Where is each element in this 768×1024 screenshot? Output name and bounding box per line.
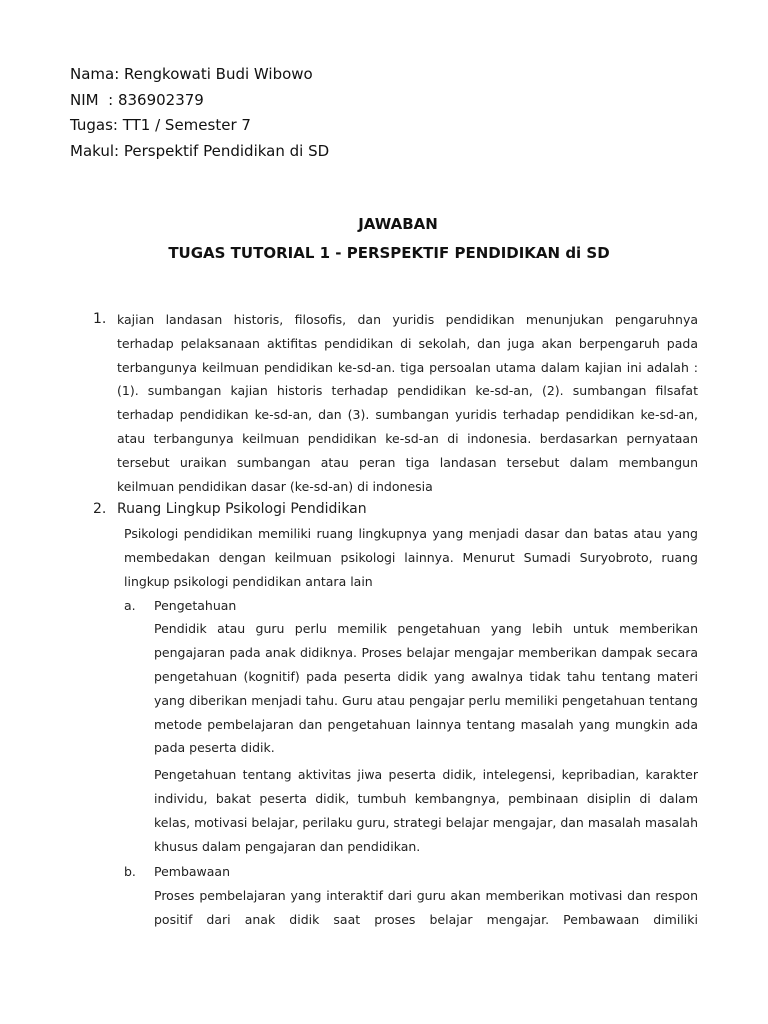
item-text: kajian landasan historis, filosofis, dan yuridis pendidikan menunjukan pengaruhnya terhadap pelaksanaan aktifitas pendidikan di sekolah, dan juga akan berpengaruh pada terbangunya keilmuan pendidikan ke-sd-an. tiga persoalan utama dalam kajian ini adalah : (1). sumbangan kajian historis terhadap pendidikan ke-sd-an, (2). sumbangan filsafat terhadap pendidikan ke-sd-an, dan (3). sumbangan yuridis terhadap pendidikan ke-sd-an, atau terbangunya keilmuan pendidikan ke-sd-an di indonesia. berdasarkan pernyataan tersebut uraikan sumbangan atau peran tiga landasan tersebut dalam membangun keilmuan pendidikan dasar (ke-sd-an) di indonesia — [117, 312, 698, 494]
assignment-info: Tugas: TT1 / Semester 7 — [70, 116, 251, 134]
sub-letter: b. — [124, 864, 136, 880]
title-jawaban: JAWABAN — [358, 215, 438, 233]
title-tugas-tutorial: TUGAS TUTORIAL 1 - PERSPEKTIF PENDIDIKAN di SD — [168, 244, 610, 262]
document-body — [93, 308, 698, 932]
student-name: Nama: Rengkowati Budi Wibowo — [70, 65, 313, 83]
sub-paragraph: Proses pembelajaran yang interaktif dari guru akan memberikan motivasi dan respon positif dari anak didik saat proses belajar mengajar. Pembawaan dimiliki — [154, 888, 698, 927]
sub-item-b — [124, 860, 698, 931]
sub-paragraph: Pengetahuan tentang aktivitas jiwa peserta didik, intelegensi, kepribadian, karakter individu, bakat peserta didik, tumbuh kembangnya, pembinaan disiplin di dalam kelas, motivasi belajar, perilaku guru, strategi belajar mengajar, dan masalah masalah khusus dalam pengajaran dan pendidikan. — [154, 767, 698, 854]
item-intro: Psikologi pendidikan memiliki ruang lingkupnya yang menjadi dasar dan batas atau yang membedakan dengan keilmuan psikologi lainnya. Menurut Sumadi Suryobroto, ruang lingkup psikologi pendidikan antara lain — [124, 526, 698, 589]
sub-heading: Pengetahuan — [154, 597, 237, 613]
list-number: 2. — [93, 501, 107, 518]
sub-item-a — [124, 594, 698, 859]
document-titles — [0, 210, 768, 268]
sub-paragraph: Pendidik atau guru perlu memilik pengetahuan yang lebih untuk memberikan pengajaran pada anak didiknya. Proses belajar mengajar memberikan dampak secara pengetahuan (kognitif) pada peserta didik yang awalnya tidak tahu tentang materi yang diberikan menjadi tahu. Guru atau pengajar perlu memiliki pengetahuan tentang metode pembelajaran dan pengetahuan lainnya tentang masalah yang mungkin ada pada peserta didik. — [154, 621, 698, 756]
list-number: 1. — [93, 311, 107, 327]
list-item-1 — [93, 308, 698, 498]
sub-heading: Pembawaan — [154, 864, 231, 880]
list-item-2 — [93, 498, 698, 931]
sub-letter: a. — [124, 597, 136, 613]
student-info — [70, 62, 329, 164]
course-name: Makul: Perspektif Pendidikan di SD — [70, 141, 330, 160]
student-nim: NIM : 836902379 — [70, 90, 204, 109]
item-heading: Ruang Lingkup Psikologi Pendidikan — [117, 501, 367, 518]
